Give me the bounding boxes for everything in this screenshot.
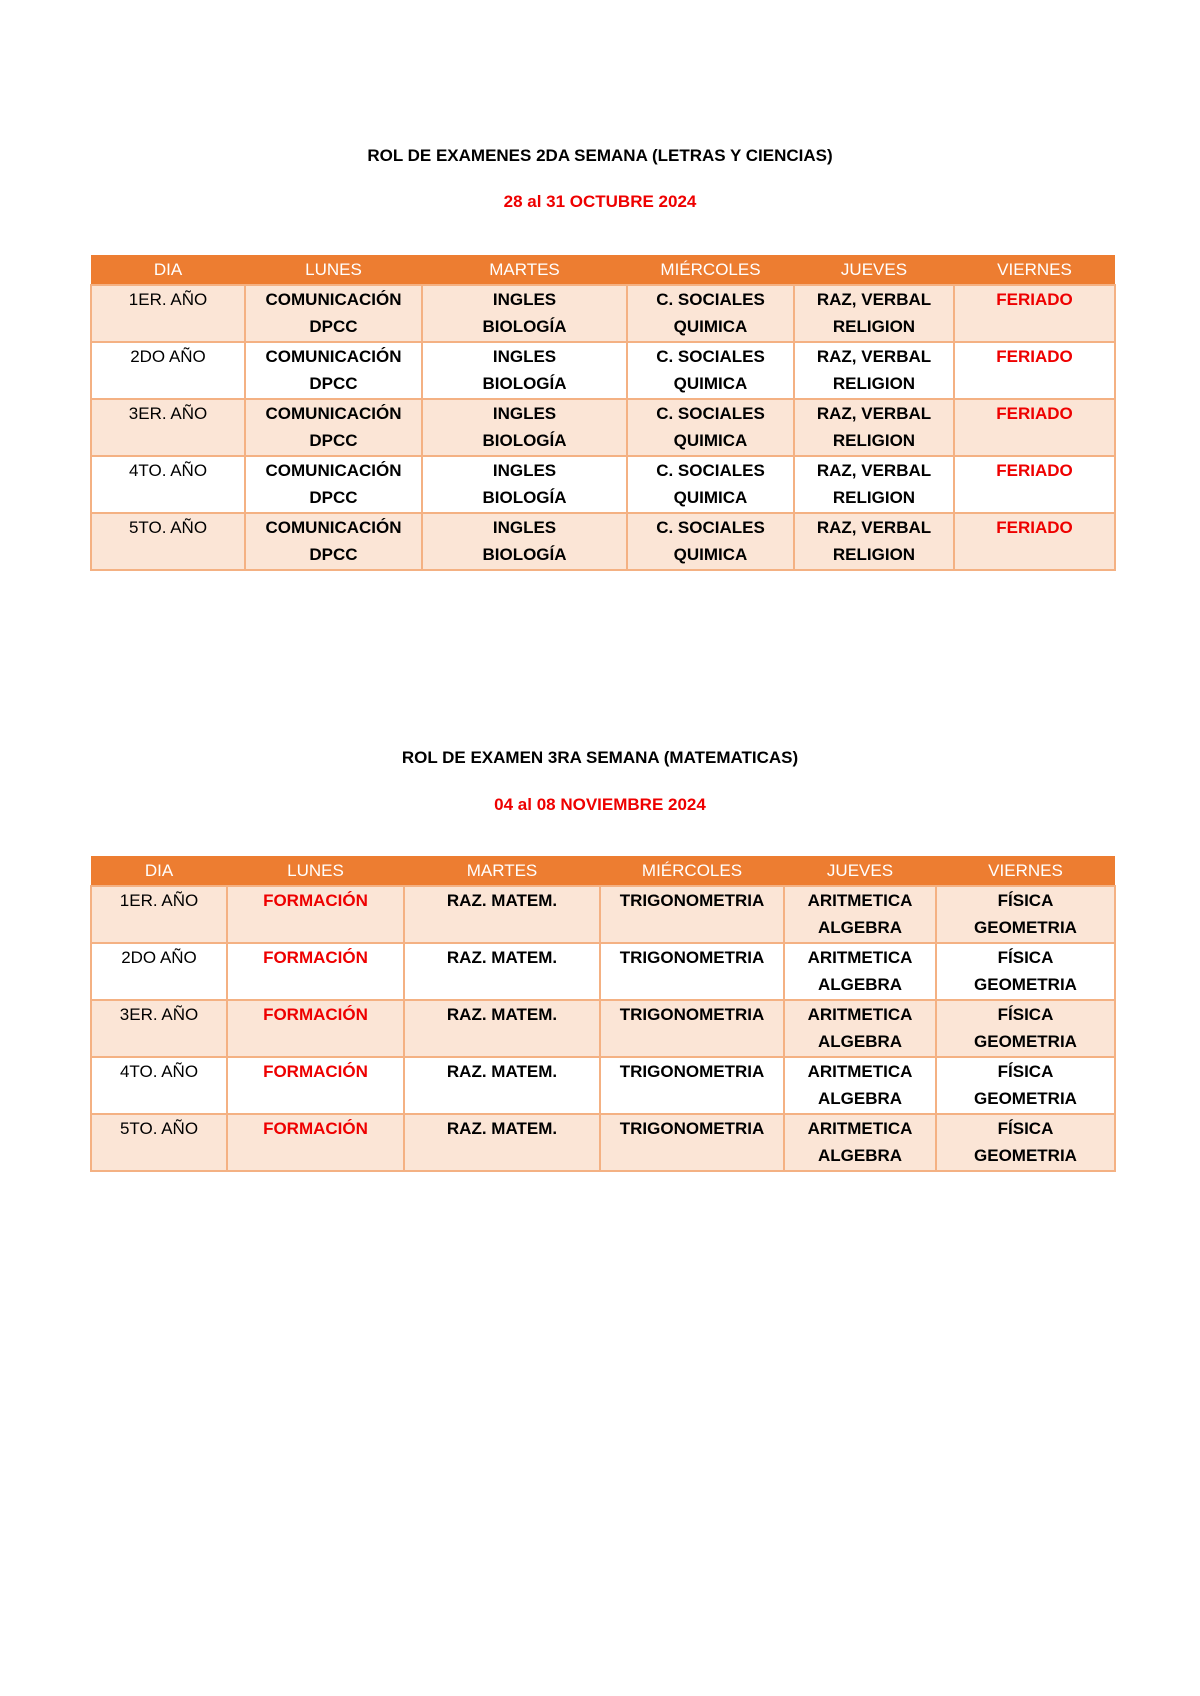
cell-line: C. SOCIALES [656,518,765,537]
cell-jueves [794,342,954,399]
cell-lunes [227,943,404,1000]
header-martes: MARTES [404,856,600,886]
cell-miercoles [627,285,794,342]
cell-line: INGLES [492,518,557,537]
cell-line: GEOMETRIA [974,918,1077,937]
cell-line: FORMACIÓN [263,1005,368,1024]
cell-line: BIOLOGÍA [482,374,567,393]
cell-viernes [954,285,1115,342]
cell-miercoles [600,886,784,943]
cell-line: FÍSICA [997,948,1054,967]
cell-martes [404,886,600,943]
table-header-row [91,856,1115,886]
cell-miercoles [627,456,794,513]
table-row [91,1000,1115,1057]
cell-line: RAZ, VERBAL [816,461,932,480]
cell-lunes [245,456,422,513]
cell-dia: 1ER. AÑO [91,886,227,943]
cell-viernes [954,399,1115,456]
table-header-row [91,255,1115,285]
cell-line: FORMACIÓN [263,1062,368,1081]
cell-line: C. SOCIALES [656,461,765,480]
cell-line: RAZ, VERBAL [816,518,932,537]
cell-viernes [936,1114,1115,1171]
cell-line: C. SOCIALES [656,404,765,423]
cell-martes [404,1114,600,1171]
cell-lunes [227,886,404,943]
cell-line: GEOMETRIA [974,975,1077,994]
cell-line: GEOMETRIA [974,1146,1077,1165]
cell-line: FORMACIÓN [263,891,368,910]
cell-viernes [936,943,1115,1000]
cell-line: INGLES [492,404,557,423]
cell-line: ARITMETICA [807,1062,913,1081]
cell-line: FÍSICA [997,1005,1054,1024]
cell-line: COMUNICACIÓN [265,290,402,309]
cell-line: QUIMICA [673,317,748,336]
cell-line: INGLES [492,461,557,480]
cell-line: RELIGION [832,374,916,393]
cell-line: RAZ. MATEM. [446,1005,558,1024]
cell-dia: 3ER. AÑO [91,1000,227,1057]
cell-line: ARITMETICA [807,1005,913,1024]
cell-dia: 4TO. AÑO [91,456,245,513]
cell-miercoles [600,1000,784,1057]
cell-line: GEOMETRIA [974,1032,1077,1051]
section1-dates: 28 al 31 OCTUBRE 2024 [503,192,697,211]
cell-line: INGLES [492,290,557,309]
cell-jueves [794,399,954,456]
cell-jueves [784,1000,936,1057]
cell-line: DPCC [309,545,358,564]
cell-martes [404,1057,600,1114]
cell-martes [422,399,627,456]
cell-line: FÍSICA [997,891,1054,910]
cell-line: DPCC [309,317,358,336]
cell-miercoles [627,342,794,399]
cell-jueves [794,513,954,570]
section1-title: ROL DE EXAMENES 2DA SEMANA (LETRAS Y CIENCIAS) [367,146,833,165]
cell-line: ALGEBRA [817,918,903,937]
cell-dia: 5TO. AÑO [91,513,245,570]
cell-line: RAZ. MATEM. [446,891,558,910]
cell-line: RELIGION [832,317,916,336]
cell-miercoles [600,1057,784,1114]
cell-line: ARITMETICA [807,948,913,967]
table-row [91,399,1115,456]
cell-line: FERIADO [996,461,1073,480]
cell-line: COMUNICACIÓN [265,461,402,480]
cell-line: RAZ, VERBAL [816,290,932,309]
cell-line: QUIMICA [673,545,748,564]
cell-dia: 3ER. AÑO [91,399,245,456]
cell-martes [422,342,627,399]
cell-line: RELIGION [832,545,916,564]
cell-line: BIOLOGÍA [482,431,567,450]
cell-line: FORMACIÓN [263,1119,368,1138]
cell-line: TRIGONOMETRIA [619,1062,765,1081]
cell-line: ALGEBRA [817,1089,903,1108]
cell-martes [422,456,627,513]
cell-lunes [227,1000,404,1057]
cell-line: ALGEBRA [817,1032,903,1051]
cell-line: TRIGONOMETRIA [619,1005,765,1024]
header-martes: MARTES [422,255,627,285]
header-dia: DIA [91,255,245,285]
exam-table-letras-ciencias [90,255,1116,571]
cell-line: QUIMICA [673,374,748,393]
cell-martes [404,1000,600,1057]
cell-martes [422,513,627,570]
header-jueves: JUEVES [794,255,954,285]
cell-miercoles [627,399,794,456]
section2-dates: 04 al 08 NOVIEMBRE 2024 [494,795,706,814]
cell-line: INGLES [492,347,557,366]
cell-lunes [245,285,422,342]
cell-line: ARITMETICA [807,1119,913,1138]
cell-viernes [936,1000,1115,1057]
cell-line: DPCC [309,431,358,450]
cell-viernes [954,513,1115,570]
cell-line: RELIGION [832,488,916,507]
cell-dia: 4TO. AÑO [91,1057,227,1114]
cell-dia: 1ER. AÑO [91,285,245,342]
cell-dia: 5TO. AÑO [91,1114,227,1171]
cell-viernes [954,342,1115,399]
cell-line: BIOLOGÍA [482,488,567,507]
table-row [91,943,1115,1000]
header-jueves: JUEVES [784,856,936,886]
cell-line: TRIGONOMETRIA [619,948,765,967]
cell-line: FERIADO [996,518,1073,537]
table-row [91,1057,1115,1114]
cell-martes [422,285,627,342]
cell-line: ALGEBRA [817,1146,903,1165]
cell-line: RAZ. MATEM. [446,1062,558,1081]
cell-line: RELIGION [832,431,916,450]
cell-line: RAZ, VERBAL [816,404,932,423]
table-row [91,285,1115,342]
section2-title: ROL DE EXAMEN 3RA SEMANA (MATEMATICAS) [401,748,799,767]
cell-line: ARITMETICA [807,891,913,910]
cell-line: COMUNICACIÓN [265,347,402,366]
cell-line: COMUNICACIÓN [265,404,402,423]
cell-line: RAZ, VERBAL [816,347,932,366]
cell-line: RAZ. MATEM. [446,1119,558,1138]
cell-lunes [227,1057,404,1114]
exam-table-matematicas [90,856,1116,1172]
cell-jueves [784,886,936,943]
cell-jueves [784,1057,936,1114]
cell-miercoles [600,943,784,1000]
cell-line: TRIGONOMETRIA [619,1119,765,1138]
cell-line: FERIADO [996,404,1073,423]
cell-line: QUIMICA [673,488,748,507]
header-viernes: VIERNES [954,255,1115,285]
cell-line: BIOLOGÍA [482,317,567,336]
cell-line: FÍSICA [997,1119,1054,1138]
cell-dia: 2DO AÑO [91,342,245,399]
cell-lunes [245,513,422,570]
table-row [91,886,1115,943]
cell-line: FERIADO [996,290,1073,309]
table-row [91,342,1115,399]
cell-lunes [227,1114,404,1171]
cell-line: DPCC [309,488,358,507]
table-row [91,456,1115,513]
cell-jueves [784,1114,936,1171]
table-row [91,1114,1115,1171]
cell-line: TRIGONOMETRIA [619,891,765,910]
cell-line: FORMACIÓN [263,948,368,967]
cell-viernes [936,886,1115,943]
cell-martes [404,943,600,1000]
cell-line: C. SOCIALES [656,347,765,366]
cell-miercoles [627,513,794,570]
header-lunes: LUNES [245,255,422,285]
cell-viernes [936,1057,1115,1114]
cell-line: FERIADO [996,347,1073,366]
cell-jueves [794,285,954,342]
header-miercoles: MIÉRCOLES [627,255,794,285]
cell-line: BIOLOGÍA [482,545,567,564]
header-dia: DIA [91,856,227,886]
cell-lunes [245,399,422,456]
cell-line: RAZ. MATEM. [446,948,558,967]
cell-jueves [794,456,954,513]
cell-lunes [245,342,422,399]
cell-line: GEOMETRIA [974,1089,1077,1108]
cell-line: C. SOCIALES [656,290,765,309]
header-miercoles: MIÉRCOLES [600,856,784,886]
cell-line: DPCC [309,374,358,393]
table-row [91,513,1115,570]
cell-viernes [954,456,1115,513]
cell-jueves [784,943,936,1000]
cell-line: COMUNICACIÓN [265,518,402,537]
header-viernes: VIERNES [936,856,1115,886]
header-lunes: LUNES [227,856,404,886]
cell-line: ALGEBRA [817,975,903,994]
cell-miercoles [600,1114,784,1171]
cell-line: FÍSICA [997,1062,1054,1081]
cell-dia: 2DO AÑO [91,943,227,1000]
cell-line: QUIMICA [673,431,748,450]
